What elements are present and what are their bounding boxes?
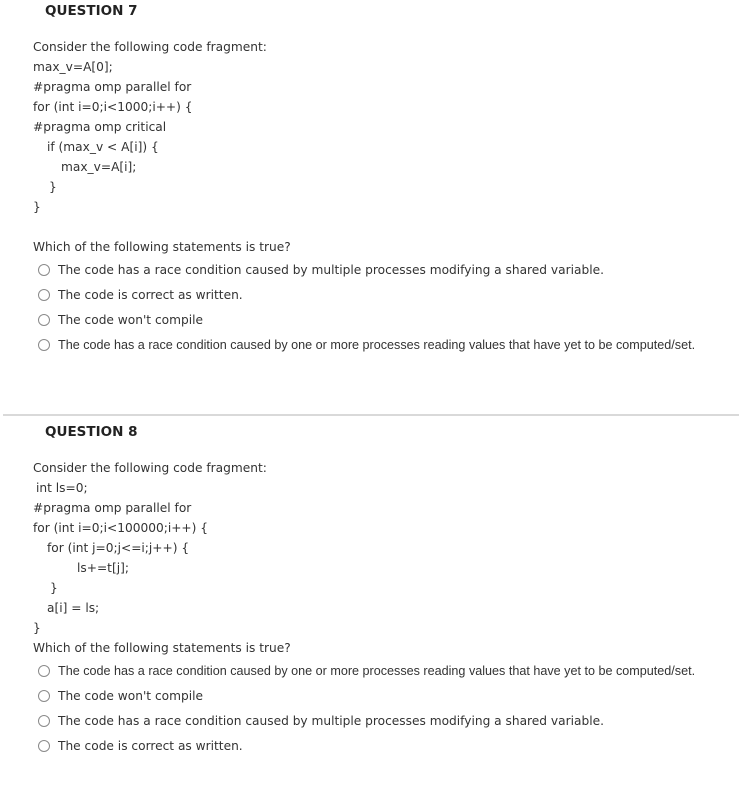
option-label: The code has a race condition caused by multiple processes modifying a shared variable.	[58, 263, 604, 277]
code-line: #pragma omp parallel for	[33, 501, 192, 515]
option-label: The code is correct as written.	[58, 739, 243, 753]
option-label: The code won't compile	[58, 313, 203, 327]
code-line: }	[33, 621, 41, 635]
radio-button[interactable]	[38, 339, 50, 351]
code-line: for (int j=0;j<=i;j++) {	[47, 541, 190, 555]
question-divider	[3, 414, 739, 416]
q8-option-4[interactable]	[38, 739, 243, 753]
code-line: #pragma omp critical	[33, 120, 167, 134]
code-line: if (max_v < A[i]) {	[47, 140, 159, 154]
option-label: The code is correct as written.	[58, 288, 243, 302]
code-line: }	[50, 581, 58, 595]
radio-button[interactable]	[38, 289, 50, 301]
question-7-prompt: Which of the following statements is true?	[33, 240, 291, 254]
code-line: }	[49, 180, 57, 194]
radio-button[interactable]	[38, 740, 50, 752]
option-label: The code has a race condition caused by multiple processes modifying a shared variable.	[58, 714, 604, 728]
code-line: for (int i=0;i<1000;i++) {	[33, 100, 193, 114]
radio-button[interactable]	[38, 690, 50, 702]
q8-option-1[interactable]	[38, 664, 695, 678]
code-line: max_v=A[i];	[61, 160, 137, 174]
question-8-intro: Consider the following code fragment:	[33, 461, 267, 475]
radio-button[interactable]	[38, 314, 50, 326]
option-label: The code won't compile	[58, 689, 203, 703]
q7-option-3[interactable]	[38, 313, 203, 327]
question-7-intro: Consider the following code fragment:	[33, 40, 267, 54]
code-line: ls+=t[j];	[77, 561, 129, 575]
question-7-title: QUESTION 7	[45, 3, 138, 19]
code-line: max_v=A[0];	[33, 60, 113, 74]
option-label: The code has a race condition caused by one or more processes reading values that have yet to be computed/set.	[58, 664, 696, 678]
code-line: int ls=0;	[36, 481, 88, 495]
radio-button[interactable]	[38, 715, 50, 727]
q8-option-2[interactable]	[38, 689, 203, 703]
code-line: a[i] = ls;	[47, 601, 100, 615]
q7-option-1[interactable]	[38, 263, 604, 277]
radio-button[interactable]	[38, 264, 50, 276]
q7-option-2[interactable]	[38, 288, 243, 302]
code-line: for (int i=0;i<100000;i++) {	[33, 521, 209, 535]
q7-option-4[interactable]	[38, 338, 695, 352]
question-8-prompt: Which of the following statements is true?	[33, 641, 291, 655]
q8-option-3[interactable]	[38, 714, 604, 728]
question-8-title: QUESTION 8	[45, 424, 138, 440]
code-line: #pragma omp parallel for	[33, 80, 192, 94]
option-label: The code has a race condition caused by one or more processes reading values that have yet to be computed/set.	[58, 338, 696, 352]
code-line: }	[33, 200, 41, 214]
radio-button[interactable]	[38, 665, 50, 677]
